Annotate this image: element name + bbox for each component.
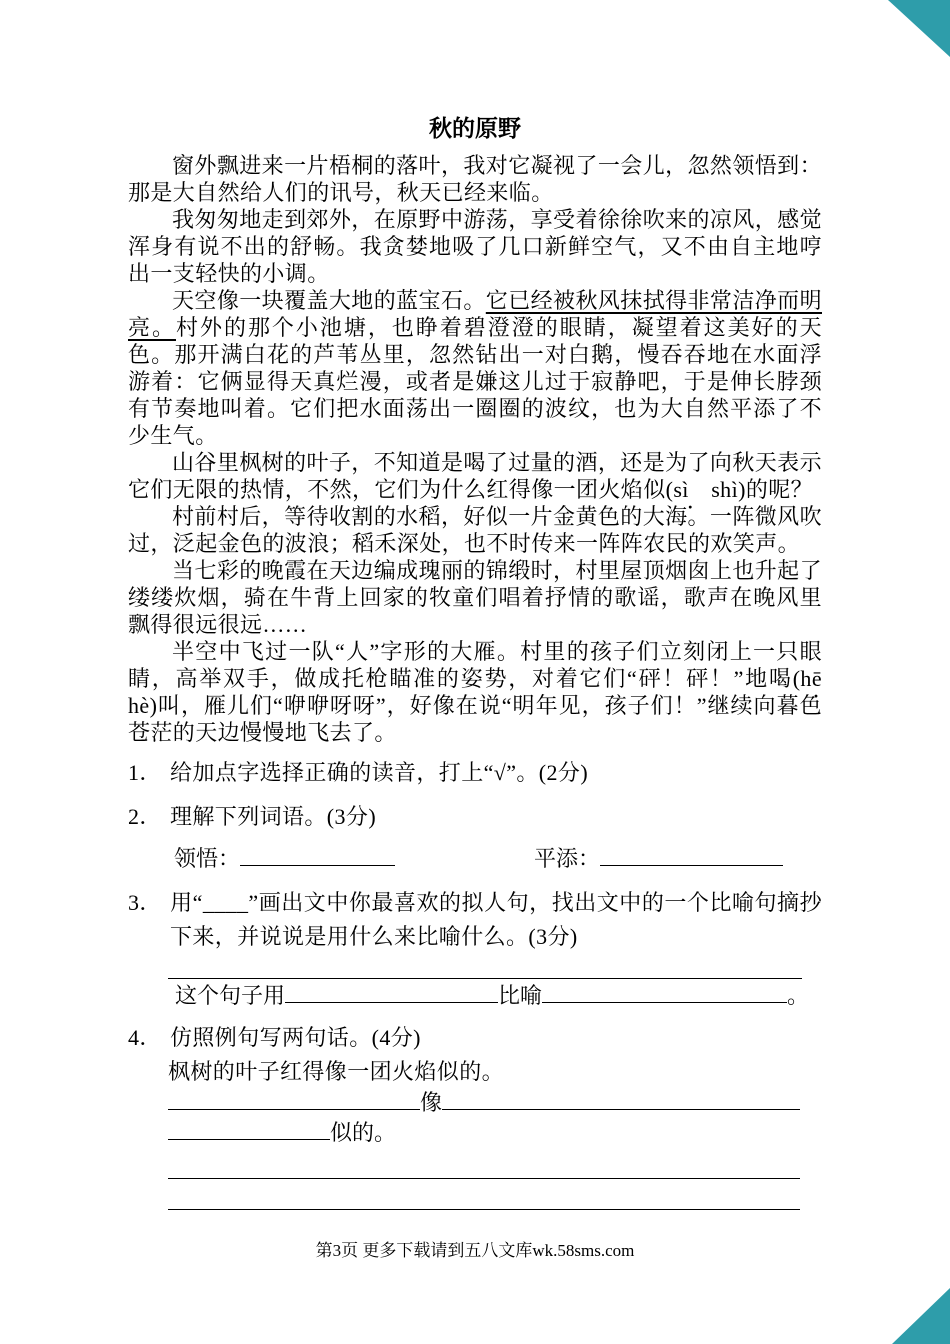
- page-footer-text: 第3页 更多下载请到五八文库wk.58sms.com: [315, 1241, 635, 1260]
- fill-in-blank: [168, 1118, 330, 1140]
- paragraph-4: [128, 449, 822, 503]
- question-2-number: 2．: [128, 804, 162, 829]
- answer-line: [168, 954, 802, 979]
- paragraph-text: 半空中飞过一队“人”字形的大雁。村里的孩子们立刻闭上一只眼睛，高举双手，做成托枪瞄准的姿势，对着它们“砰！砰！”地: [128, 639, 822, 691]
- paragraph-text: 天空像一块覆盖大地的蓝宝石。: [172, 288, 486, 313]
- question-4-example-sentence: 枫树的叶子红得像一团火焰似的。: [168, 1059, 505, 1084]
- question-3: [128, 886, 822, 954]
- paragraph-1: [128, 152, 822, 206]
- paragraph-text: 的呢？: [745, 477, 814, 502]
- answer-line: [168, 1152, 800, 1179]
- paragraph-7: [128, 638, 845, 746]
- fill-in-blank: [240, 844, 395, 866]
- fill-in-blank: [168, 1088, 420, 1110]
- fill-suffix-label: 。: [787, 983, 810, 1008]
- paragraph-2: [128, 206, 822, 287]
- fill-prefix-label: 这个句子用: [175, 983, 286, 1008]
- question-4-number: 4．: [128, 1025, 162, 1050]
- paragraph-text: 我匆匆地走到郊外，在原野中游荡，享受着徐徐吹来的凉风，感觉浑身有说不出的舒畅。我贪婪地吸了几口新鲜空气，又不由自主地哼出一支轻快的小调。: [128, 207, 822, 286]
- question-2: [128, 800, 822, 834]
- question-3-number: 3．: [128, 890, 162, 915]
- question-3-fill-row: [175, 980, 822, 1011]
- question-4: [128, 1021, 822, 1055]
- fill-middle-label: 比喻: [498, 983, 543, 1008]
- answer-line: [168, 1183, 800, 1210]
- paragraph-text: 村前村后，等待收割的水稻，好似一片金黄色的大海。一阵微风吹过，泛起金色的波浪；稻禾深处，也不时传来一阵阵农民的欢笑声。: [128, 504, 822, 556]
- like-word-label: 像: [420, 1090, 443, 1115]
- fill-in-blank: [542, 981, 787, 1003]
- dotted-char-he: 喝: [768, 666, 793, 691]
- paragraph-5: [128, 503, 822, 557]
- paragraph-text: 村外的那个小池塘，也睁着碧澄澄的眼睛，凝望着这美好的天色。那开满白花的芦苇丛里，忽然钻出一对白鹅，慢吞吞地在水面浮游着：它俩显得天真烂漫，或者是嫌这儿过于寂静吧，于是伸长脖颈有节奏地叫着。它们把水面荡出一圈圈的波纹，也为大自然平添了不少生气。: [128, 315, 822, 448]
- pinyin-choices-si: (sì shì): [665, 477, 746, 502]
- fill-in-blank: [442, 1088, 800, 1110]
- dotted-char-si: 似: [643, 477, 666, 502]
- fill-in-blank: [285, 981, 498, 1003]
- question-3-text: 用“____”画出文中你最喜欢的拟人句，找出文中的一个比喻句摘抄下来，并说说是用什么来比喻什么。(3分): [170, 890, 822, 949]
- corner-fold-top-icon: [888, 0, 950, 57]
- question-2-answer-row: [174, 842, 822, 876]
- question-1-text: 给加点字选择正确的读音，打上“√”。(2分): [170, 760, 589, 785]
- corner-fold-bottom-icon: [892, 1288, 950, 1344]
- pinyin-choices-he: (hē hè): [128, 666, 845, 718]
- document-content: [128, 0, 845, 1210]
- paragraph-text: 当七彩的晚霞在天边编成瑰丽的锦缎时，村里屋顶烟囱上也升起了缕缕炊烟，骑在牛背上回家的牧童们唱着抒情的歌谣，歌声在晚风里飘得很远很远……: [128, 558, 822, 637]
- question-4-text: 仿照例句写两句话。(4分): [170, 1025, 421, 1050]
- paragraph-3: [128, 287, 822, 449]
- term-pingtian-label: 平添：: [534, 846, 601, 871]
- article-title: 秋的原野: [429, 116, 521, 141]
- fill-in-blank: [600, 844, 783, 866]
- ending-word-label: 似的。: [330, 1120, 397, 1145]
- page-footer: [0, 1236, 950, 1261]
- term-lingwu-label: 领悟：: [174, 846, 241, 871]
- paragraph-text: 山谷里枫树的叶子，不知道是喝了过量的酒，还是为了向秋天表示它们无限的热情，不然，它们为什么红得像一团火焰: [128, 450, 822, 502]
- question-2-text: 理解下列词语。(3分): [170, 804, 377, 829]
- question-4-fill-row-like: [168, 1088, 822, 1118]
- paragraph-6: [128, 557, 822, 638]
- question-1: [128, 756, 822, 790]
- underlined-sentence: 它已经被秋风抹拭得非常洁净而明亮。: [128, 288, 822, 340]
- question-4-fill-row-ending: [168, 1118, 822, 1148]
- paragraph-text: 窗外飘进来一片梧桐的落叶，我对它凝视了一会儿，忽然领悟到：那是大自然给人们的讯号，秋天已经来临。: [128, 153, 822, 205]
- question-1-number: 1．: [128, 760, 162, 785]
- paragraph-text: 叫，雁儿们“咿咿呀呀”，好像在说“明年见，孩子们！”继续向暮色苍茫的天边慢慢地飞去了。: [128, 693, 822, 745]
